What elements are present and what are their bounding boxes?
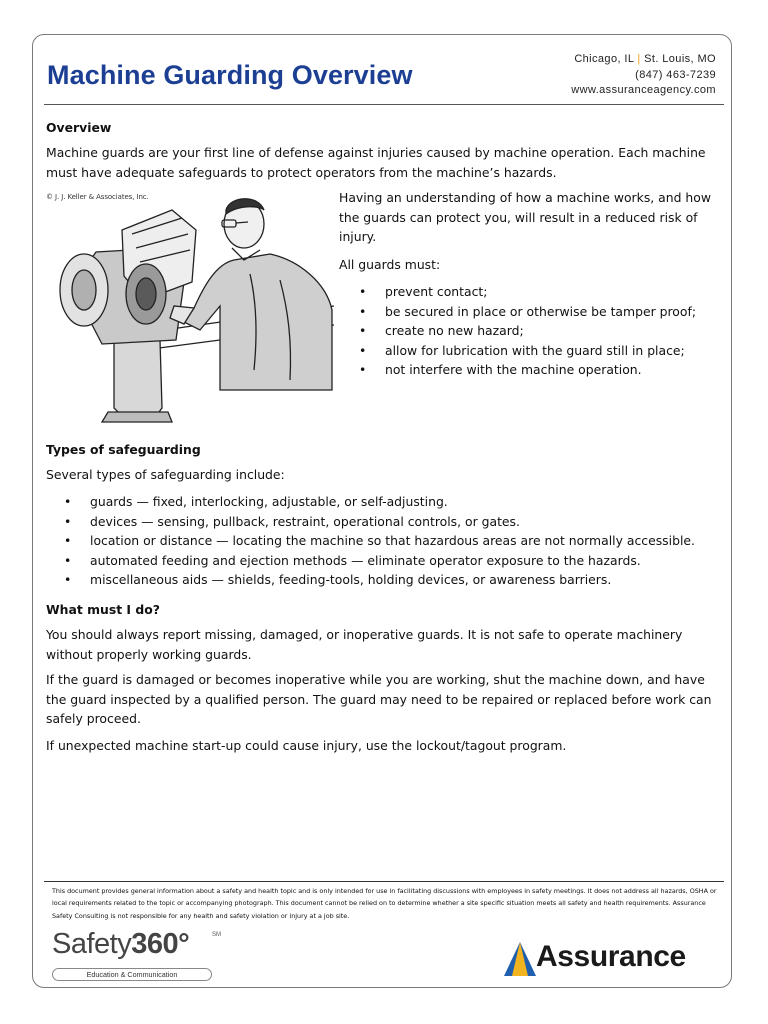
contact-block	[571, 52, 716, 99]
safety-logo-tagline: Education & Communication	[52, 968, 212, 981]
guards-must-label: All guards must:	[339, 257, 441, 272]
contact-location-stlouis: St. Louis, MO	[644, 53, 716, 65]
machine-operator-illustration	[44, 190, 334, 428]
what-to-do-heading: What must I do?	[46, 602, 160, 617]
contact-phone: (847) 463-7239	[635, 68, 716, 81]
what-to-do-paragraph-2: If the guard is damaged or becomes inoperative while you are working, shut the machine down, and have the guard inspected by a qualified person. The guard may need to be repaired or replaced before work can safely proceed.	[46, 672, 712, 727]
list-item: • not interfere with the machine operation.	[339, 360, 723, 380]
contact-url[interactable]: www.assuranceagency.com	[571, 84, 716, 96]
list-item: • automated feeding and ejection methods — eliminate operator exposure to the hazards.	[44, 551, 724, 571]
contact-location-chicago: Chicago, IL	[574, 53, 634, 65]
list-item: • allow for lubrication with the guard still in place;	[339, 341, 723, 361]
types-intro: Several types of safeguarding include:	[46, 467, 285, 482]
assurance-logo	[500, 936, 725, 982]
header-rule	[44, 104, 724, 105]
guards-must-list	[339, 282, 723, 380]
understanding-text: Having an understanding of how a machine works, and how the guards can protect you, will result in a reduced risk of injury.	[339, 190, 711, 245]
safety-logo-number: 360°	[131, 928, 190, 960]
overview-heading: Overview	[46, 120, 112, 135]
list-item: • prevent contact;	[339, 282, 723, 302]
contact-locations	[571, 52, 716, 68]
list-item: • devices — sensing, pullback, restraint, operational controls, or gates.	[44, 512, 724, 532]
list-item: • create no new hazard;	[339, 321, 723, 341]
list-item: • miscellaneous aids — shields, feeding-tools, holding devices, or awareness barriers.	[44, 570, 724, 590]
overview-intro: Machine guards are your first line of defense against injuries caused by machine operation. Each machine must have adequate safeguards to protect operators from the machine’s hazards.	[46, 145, 706, 180]
types-heading: Types of safeguarding	[46, 442, 201, 457]
contact-separator: |	[637, 53, 641, 65]
footer-rule	[44, 881, 724, 882]
what-to-do-paragraph-3: If unexpected machine start-up could cause injury, use the lockout/tagout program.	[46, 738, 567, 753]
safety-logo-wordmark	[52, 928, 189, 961]
safety-logo-service-mark: SM	[212, 932, 221, 938]
list-item: • location or distance — locating the machine so that hazardous areas are not normally accessible.	[44, 531, 724, 551]
safety-logo-text: Safety	[52, 928, 132, 960]
image-credit: © J. J. Keller & Associates, Inc.	[46, 193, 149, 201]
assurance-wordmark: Assurance	[536, 940, 686, 973]
list-item: • be secured in place or otherwise be tamper proof;	[339, 302, 723, 322]
what-to-do-paragraph-1: You should always report missing, damaged, or inoperative guards. It is not safe to operate machinery without properly working guards.	[46, 627, 683, 662]
page-title: Machine Guarding Overview	[47, 60, 413, 90]
list-item: • guards — fixed, interlocking, adjustable, or self-adjusting.	[44, 492, 724, 512]
types-list	[44, 492, 724, 590]
safety-360-logo	[48, 928, 228, 984]
assurance-triangle-icon	[502, 938, 538, 980]
footer-disclaimer: This document provides general information about a safety and health topic and is only intended for use in facilitating discussions with employees in safety meetings. It does not address all hazards, OSHA or local requirements related to the topic or accompanying photograph. This document cannot be relied on to determine whether a site specific situation meets all safety and health requirements. Assurance Safety Consulting is not responsible for any health and safety violation or injury at a job site.	[52, 887, 717, 920]
